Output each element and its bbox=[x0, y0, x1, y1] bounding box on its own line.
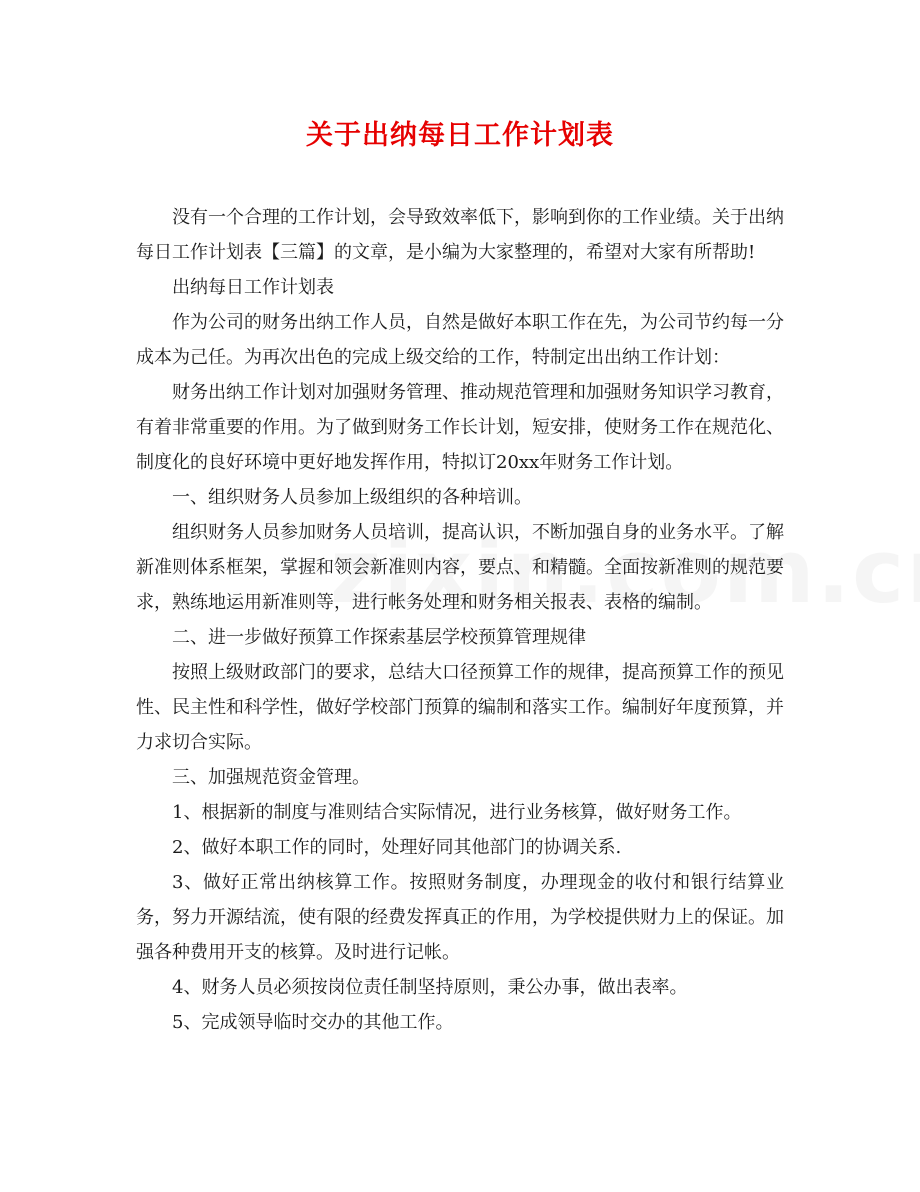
paragraph: 财务出纳工作计划对加强财务管理、推动规范管理和加强财务知识学习教育，有着非常重要的作用。为了做到财务工作长计划，短安排，使财务工作在规范化、制度化的良好环境中更好地发挥作用，特拟订20xx年财务工作计划。 bbox=[136, 382, 784, 473]
paragraph: 组织财务人员参加财务人员培训，提高认识，不断加强自身的业务水平。了解新准则体系框架，掌握和领会新准则内容，要点、和精髓。全面按新准则的规范要求，熟练地运用新准则等，进行帐务处理和财务相关报表、表格的编制。 bbox=[136, 522, 784, 613]
document-title: 关于出纳每日工作计划表 bbox=[306, 120, 614, 151]
paragraph: 作为公司的财务出纳工作人员，自然是做好本职工作在先，为公司节约每一分成本为己任。为再次出色的完成上级交给的工作，特制定出出纳工作计划： bbox=[136, 312, 784, 368]
list-item: 2、做好本职工作的同时，处理好同其他部门的协调关系. bbox=[172, 837, 622, 858]
list-item: 1、根据新的制度与准则结合实际情况，进行业务核算，做好财务工作。 bbox=[172, 802, 742, 823]
paragraph: 按照上级财政部门的要求，总结大口径预算工作的规律，提高预算工作的预见性、民主性和科学性，做好学校部门预算的编制和落实工作。编制好年度预算，并力求切合实际。 bbox=[136, 662, 784, 753]
section-heading: 二、进一步做好预算工作探索基层学校预算管理规律 bbox=[172, 627, 586, 648]
list-item: 3、做好正常出纳核算工作。按照财务制度，办理现金的收付和银行结算业务，努力开源结流，使有限的经费发挥真正的作用，为学校提供财力上的保证。加强各种费用开支的核算。及时进行记帐。 bbox=[136, 872, 784, 963]
list-item: 4、财务人员必须按岗位责任制坚持原则，秉公办事，做出表率。 bbox=[172, 977, 688, 998]
paragraph-intro: 没有一个合理的工作计划，会导致效率低下，影响到你的工作业绩。关于出纳每日工作计划表【三篇】的文章，是小编为大家整理的，希望对大家有所帮助! bbox=[136, 207, 784, 263]
section-heading: 一、组织财务人员参加上级组织的各种培训。 bbox=[172, 487, 532, 508]
section-heading: 三、加强规范资金管理。 bbox=[172, 767, 370, 788]
list-item: 5、完成领导临时交办的其他工作。 bbox=[172, 1012, 454, 1033]
paragraph-subtitle: 出纳每日工作计划表 bbox=[172, 277, 334, 298]
document-body bbox=[136, 200, 784, 1040]
